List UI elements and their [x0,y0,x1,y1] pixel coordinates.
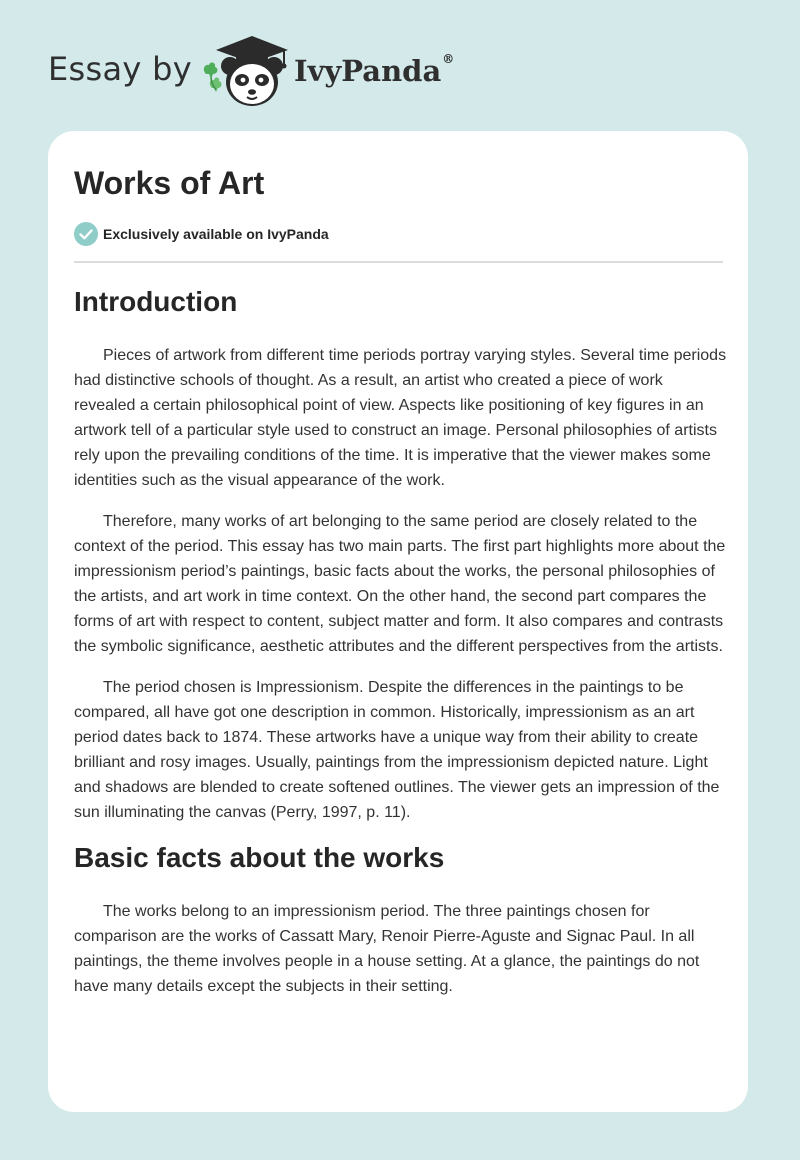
section-basic-facts [74,837,728,999]
brand-name: IvyPanda® [294,52,455,88]
title-divider [74,261,723,263]
paragraph: Therefore, many works of art belonging to the same period are closely related to the context of the period. This essay has two main parts. The first part highlights more about the impressionism period’s paintings, basic facts about the works, the personal philosophies of the artists, and art work in time context. On the other hand, the second part compares the forms of art with respect to content, subject matter and form. It also compares and contrasts the symbolic significance, aesthetic attributes and the different perspectives from the artists. [74,513,726,655]
exclusive-badge [74,222,329,246]
exclusive-badge-text: Exclusively available on IvyPanda [103,226,329,242]
registered-mark: ® [442,52,455,66]
check-circle-icon [74,222,98,246]
section-introduction [74,281,728,825]
section-heading: Basic facts about the works [74,842,445,873]
paragraph: The works belong to an impressionism period. The three paintings chosen for comparison are the works of Cassatt Mary, Renoir Pierre-Aguste and Signac Paul. In all paintings, the theme involves people in a house setting. At a glance, the paintings do not have many details except the subjects in their setting. [74,903,700,995]
brand-prefix: Essay by [48,50,192,88]
panda-graduate-icon [200,30,296,110]
paragraph: The period chosen is Impressionism. Despite the differences in the paintings to be compared, all have got one description in common. Historically, impressionism as an art period dates back to 1874. These artworks have a unique way from their ability to create brilliant and rosy images. Usually, paintings from the impressionism depicted nature. Light and shadows are blended to create softened outlines. The viewer gets an impression of the sun illuminating the canvas (Perry, 1997, p. 11). [74,679,720,821]
section-heading: Introduction [74,286,238,317]
essay-card [48,131,748,1112]
paragraph: Pieces of artwork from different time periods portray varying styles. Several time periods had distinctive schools of thought. As a result, an artist who created a piece of work revealed a certain philosophical point of view. Aspects like positioning of key figures in an artwork tell of a particular style used to construct an image. Personal philosophies of artists rely upon the prevailing conditions of the time. It is imperative that the viewer makes some identities such as the visual appearance of the work. [74,347,727,489]
brand-header[interactable] [48,30,468,110]
article-body [74,281,728,999]
page-title: Works of Art [74,165,265,201]
